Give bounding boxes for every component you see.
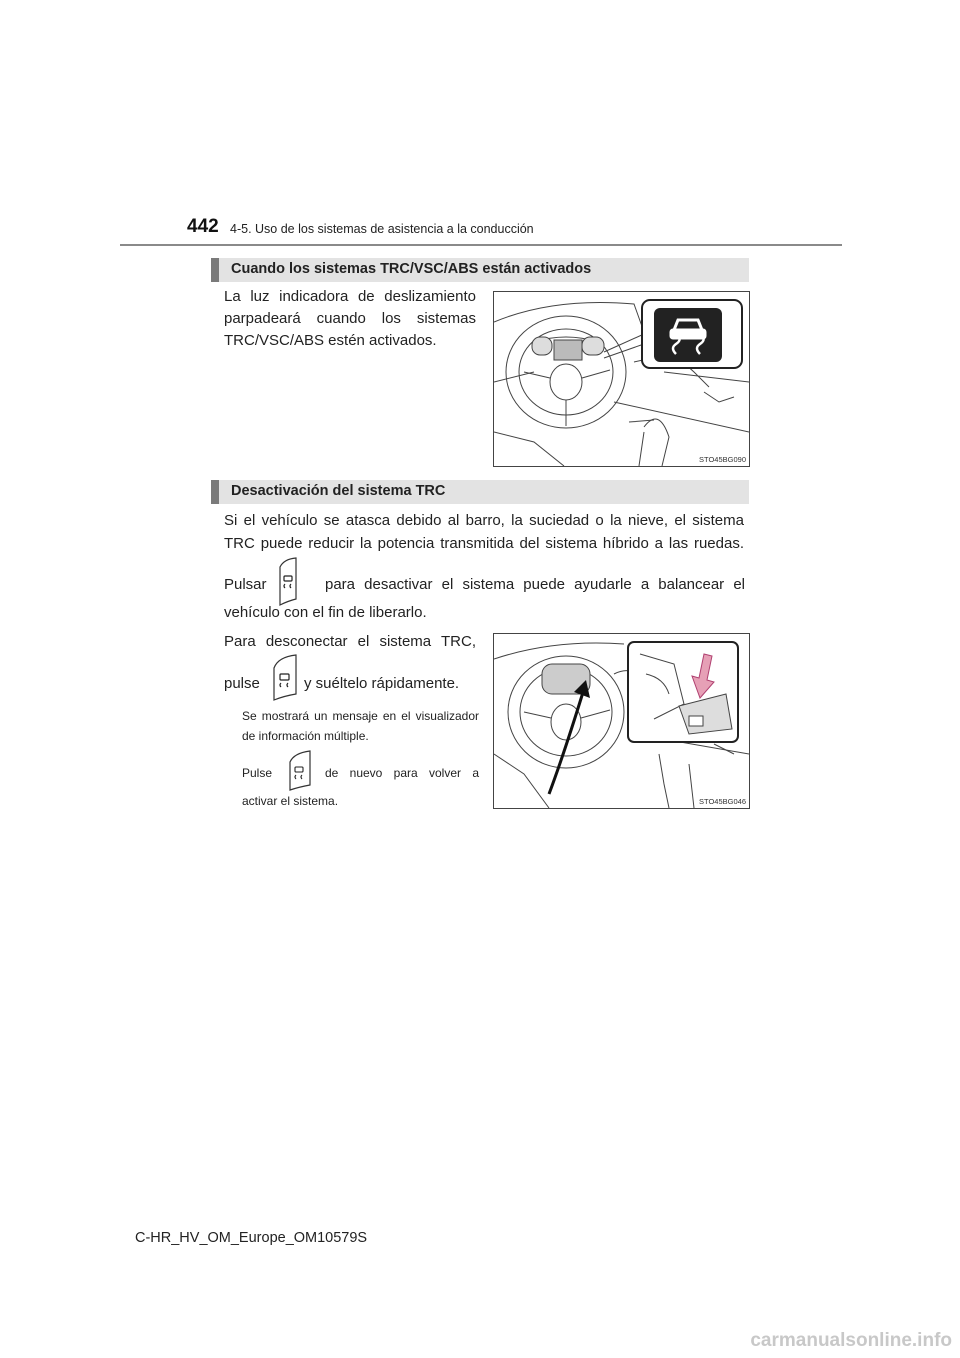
section-heading-trc-active (211, 258, 749, 282)
trc-button-location-figure (493, 633, 750, 809)
note-message: Se mostrará un mensaje en el visualizador de información múltiple. (242, 709, 479, 743)
page-number: 442 (187, 216, 219, 237)
trc-off-button-icon (278, 557, 298, 607)
chapter-title: 4-5. Uso de los sistemas de asistencia a la conducción (230, 222, 534, 236)
section-title: Desactivación del sistema TRC (231, 483, 446, 499)
paragraph-line: Si el vehículo se atasca debido al barro, la suciedad o la nieve, el sistema (224, 512, 744, 529)
header-divider (120, 244, 842, 246)
trc-off-button-icon (288, 750, 312, 792)
section-title: Cuando los sistemas TRC/VSC/ABS están activados (231, 261, 592, 277)
paragraph-word: Pulsar (224, 576, 267, 593)
note-line: de nuevo para volver a (325, 766, 479, 780)
dashboard-indicator-figure (493, 291, 750, 467)
paragraph-line: y suéltelo rápidamente. (304, 675, 460, 692)
note-line: activar el sistema. (242, 794, 339, 808)
dashboard-illustration (494, 292, 749, 466)
note-word: Pulse (242, 766, 273, 780)
figure-code: STO45BG046 (699, 797, 746, 806)
paragraph-line: para desactivar el sistema puede ayudarle a balancear el (325, 576, 745, 593)
watermark: carmanualsonline.info (750, 1330, 952, 1351)
section-heading-trc-off (211, 480, 749, 504)
paragraph-line: TRC puede reducir la potencia transmitida del sistema híbrido a las ruedas. (224, 535, 744, 552)
slip-indicator-paragraph: La luz indicadora de deslizamiento parpadeará cuando los sistemas TRC/VSC/ABS estén activados. (224, 288, 476, 349)
paragraph-line: vehículo con el fin de liberarlo. (224, 604, 427, 621)
figure-code: STO45BG090 (699, 455, 746, 464)
paragraph-word: pulse (224, 675, 260, 692)
trc-off-button-icon (272, 654, 298, 702)
steering-console-illustration (494, 634, 749, 808)
paragraph-line: Para desconectar el sistema TRC, (224, 633, 476, 650)
document-id: C-HR_HV_OM_Europe_OM10579S (135, 1230, 368, 1246)
